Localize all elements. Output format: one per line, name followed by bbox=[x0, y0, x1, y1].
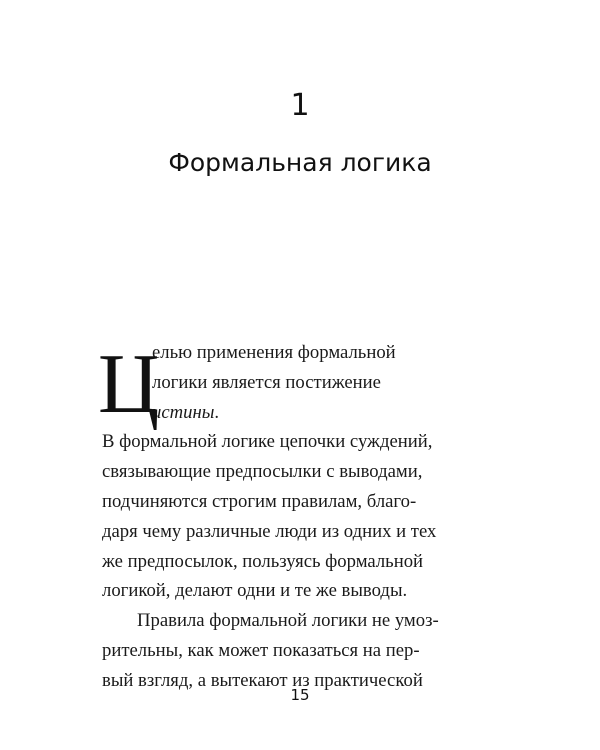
page-number: 15 bbox=[290, 686, 310, 704]
text-line: Правила формальной логики не умоз- bbox=[137, 610, 439, 632]
text-line bbox=[102, 398, 502, 428]
emphasis-istiny: истины bbox=[152, 401, 215, 423]
text-line: вый взгляд, а вытекают из практической bbox=[102, 669, 423, 691]
text-line: подчиняются строгим правилам, благо- bbox=[102, 490, 417, 512]
text-line: логики является постижение bbox=[152, 371, 381, 393]
chapter-title: Формальная логика bbox=[168, 148, 432, 177]
body-text bbox=[98, 337, 502, 696]
period: . bbox=[214, 401, 220, 423]
text-line: рительны, как может показаться на пер- bbox=[102, 639, 420, 661]
drop-cap: Ц bbox=[98, 337, 160, 431]
text-line: елью применения формальной bbox=[152, 342, 396, 363]
text-line: же предпосылок, пользуясь формальной bbox=[102, 550, 424, 572]
text-line: логикой, делают одни и те же выводы. bbox=[102, 580, 408, 602]
text-line: даря чему различные люди из одних и тех bbox=[102, 520, 437, 542]
text-line: В формальной логике цепочки суждений, bbox=[102, 431, 433, 453]
chapter-number: 1 bbox=[290, 88, 310, 123]
text-line: связывающие предпосылки с выводами, bbox=[102, 461, 423, 483]
